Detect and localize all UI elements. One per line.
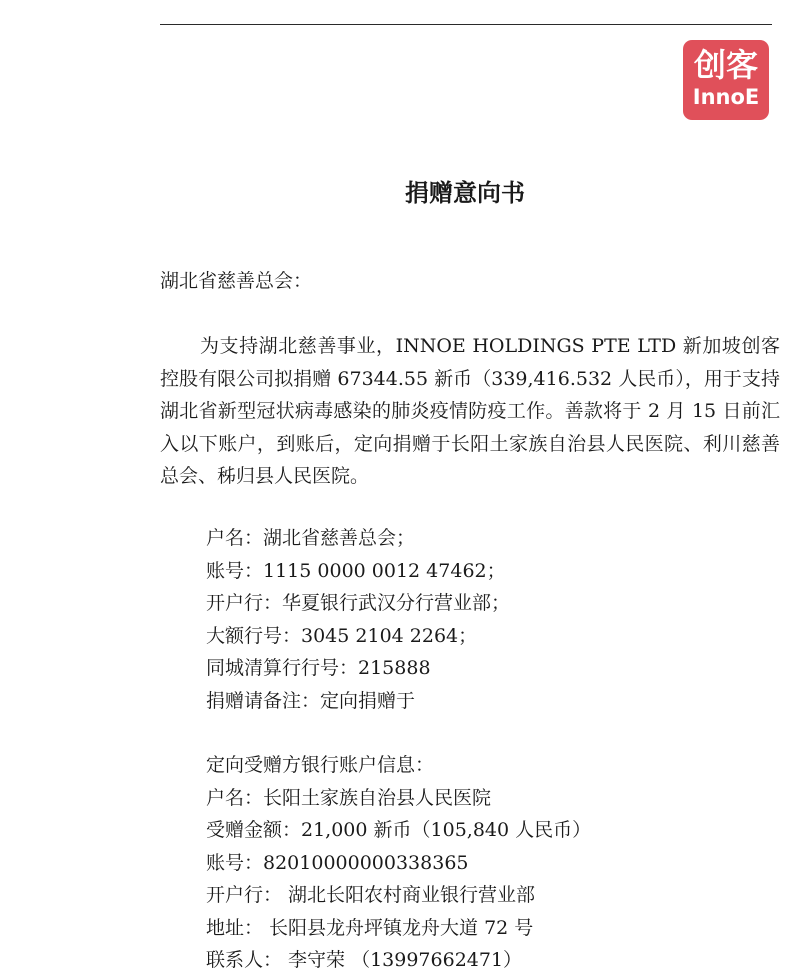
recipient-name: 户名：长阳土家族自治县人民医院 — [206, 786, 492, 809]
clearing-bank-code: 同城清算行行号：215888 — [206, 657, 431, 679]
body-paragraph: 为支持湖北慈善事业，INNOE HOLDINGS PTE LTD 新加坡创客控股有限公司拟捐赠 67344.55 新币（339,416.532 人民币），用于支持湖北省新型冠状病毒感染的肺炎疫情防疫工作。善款将于 2 月 15 日前汇入以下账户，到账后，定向捐赠于长阳土家族自治县人民医院、利川慈善总会、秭归县人民医院。 — [160, 335, 780, 487]
account-name: 户名：湖北省慈善总会； — [206, 527, 416, 549]
donation-account-info — [206, 522, 766, 717]
account-bank: 开户行：华夏银行武汉分行营业部； — [206, 592, 511, 614]
large-amount-bank-code: 大额行号：3045 2104 2264； — [206, 624, 478, 647]
header-rule — [160, 24, 772, 25]
logo-english-text: InnoE — [692, 85, 760, 109]
recipient-heading: 定向受赠方银行账户信息： — [206, 754, 435, 776]
donation-remark: 捐赠请备注：定向捐赠于 — [206, 689, 416, 712]
account-number: 账号：1115 0000 0012 47462； — [206, 559, 506, 582]
innoe-logo — [683, 40, 769, 120]
recipient-bank: 开户行： 湖北长阳农村商业银行营业部 — [206, 884, 536, 906]
recipient-contact: 联系人： 李守荣 （13997662471） — [206, 949, 523, 971]
document-title: 捐赠意向书 — [405, 179, 525, 207]
recipient-address: 地址： 长阳县龙舟坪镇龙舟大道 72 号 — [206, 916, 534, 939]
logo-chinese-text: 创客 — [693, 46, 758, 84]
recipient-account-info — [206, 749, 766, 977]
salutation: 湖北省慈善总会： — [160, 270, 313, 292]
recipient-amount: 受赠金额：21,000 新币（105,840 人民币） — [206, 819, 592, 841]
recipient-account-number: 账号：82010000000338365 — [206, 851, 469, 874]
